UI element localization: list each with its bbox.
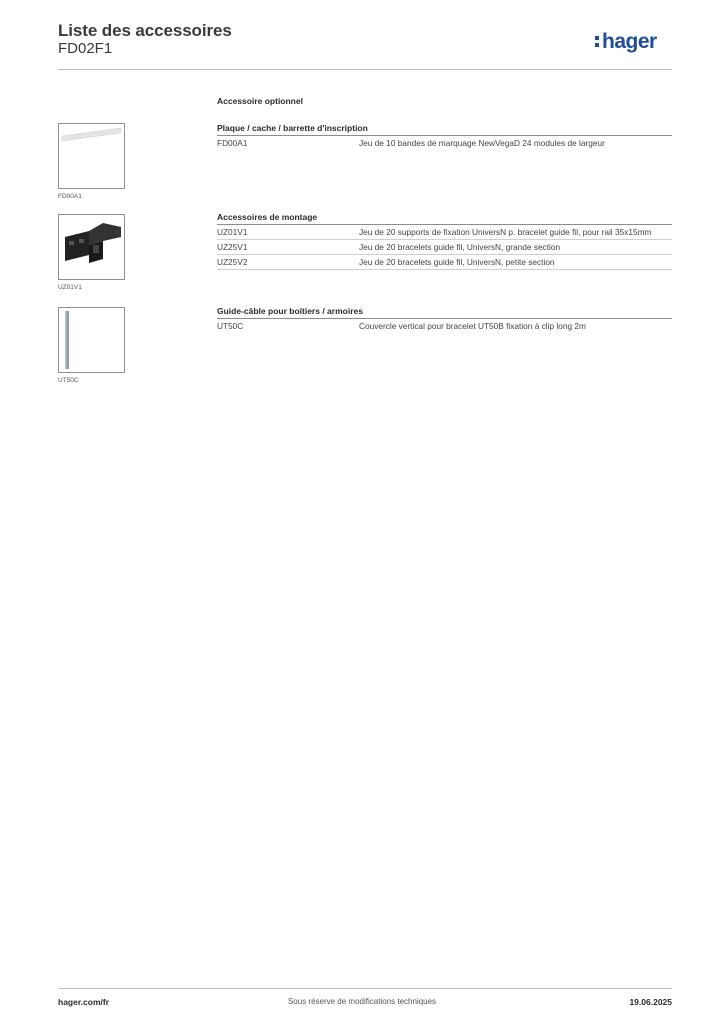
group-title: Plaque / cache / barrette d'inscription (217, 123, 672, 136)
article-code: UZ01V1 (217, 227, 248, 237)
article-code: FD00A1 (217, 138, 248, 148)
section-heading: Accessoire optionnel (217, 96, 303, 106)
accessory-group (217, 306, 672, 333)
cable-guide-image (59, 308, 124, 372)
hager-logo[interactable] (594, 28, 674, 56)
article-description: Jeu de 20 bracelets guide fil, UniversN, petite section (359, 257, 555, 267)
footer-divider (58, 988, 672, 989)
article-description: Jeu de 20 bracelets guide fil, UniversN, grande section (359, 242, 561, 252)
table-row (217, 319, 672, 333)
image-caption: UZ01V1 (58, 284, 82, 291)
product-reference: FD02F1 (58, 40, 113, 57)
article-code: UZ25V2 (217, 257, 248, 267)
article-code: UZ25V1 (217, 242, 248, 252)
footer-date: 19.06.2025 (629, 997, 672, 1007)
header-divider (58, 69, 672, 70)
table-row (217, 225, 672, 240)
image-caption: UT50C (58, 377, 79, 384)
table-row (217, 255, 672, 270)
group-title: Accessoires de montage (217, 212, 672, 225)
footer-website-link[interactable]: hager.com/fr (58, 997, 110, 1007)
svg-text:hager: hager (602, 30, 657, 53)
table-row (217, 136, 672, 150)
image-caption: FD00A1 (58, 193, 82, 200)
article-description: Jeu de 10 bandes de marquage NewVegaD 24 modules de largeur (359, 138, 605, 148)
footer-notice: Sous réserve de modifications techniques (287, 997, 437, 1006)
hager-logo-icon (594, 28, 674, 56)
marking-strip-image (59, 124, 124, 188)
product-image-fd00a1 (58, 123, 125, 189)
article-description: Couvercle vertical pour bracelet UT50B fixation à clip long 2m (359, 321, 586, 331)
table-row (217, 240, 672, 255)
accessory-group (217, 212, 672, 270)
page-title: Liste des accessoires (58, 21, 232, 40)
article-code: UT50C (217, 321, 244, 331)
mounting-bracket-image (59, 215, 124, 279)
product-image-ut50c (58, 307, 125, 373)
group-title: Guide-câble pour boîtiers / armoires (217, 306, 672, 319)
accessory-group (217, 123, 672, 150)
product-image-uz01v1 (58, 214, 125, 280)
article-description: Jeu de 20 supports de fixation UniversN p. bracelet guide fil, pour rail 35x15mm (359, 227, 652, 237)
